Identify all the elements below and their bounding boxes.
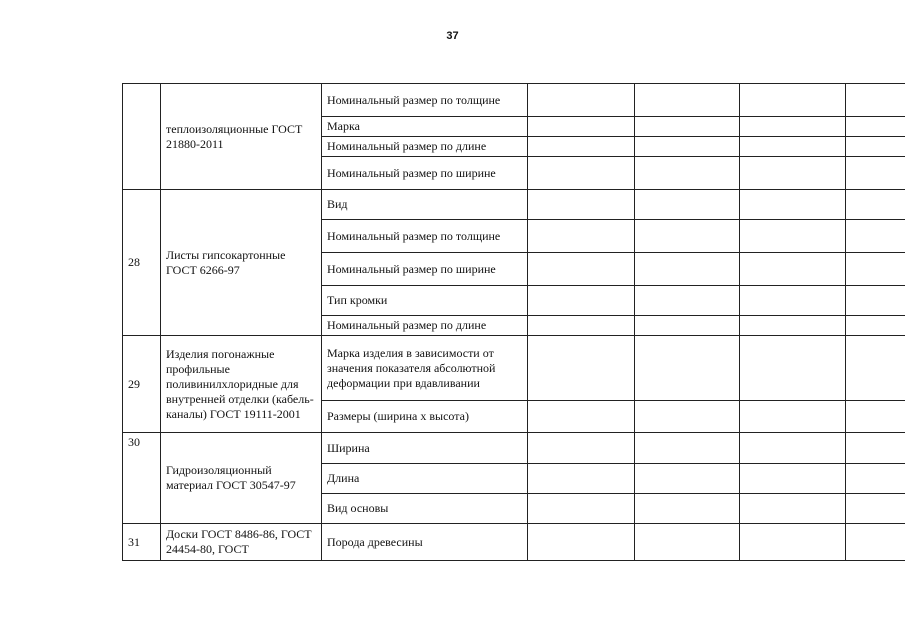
property-cell: Вид основы [322,494,528,524]
property-cell: Номинальный размер по толщине [322,84,528,117]
value-cell [635,316,740,336]
row-number: 29 [123,336,161,433]
value-cell [846,137,905,157]
value-cell [635,286,740,316]
value-cell [740,117,846,137]
value-cell [846,117,905,137]
row-number [123,84,161,190]
row-number: 30 [123,433,161,524]
row-number: 31 [123,524,161,561]
value-cell [740,286,846,316]
value-cell [846,157,905,190]
value-cell [846,494,905,524]
value-cell [635,137,740,157]
value-cell [635,220,740,253]
value-cell [740,494,846,524]
value-cell [528,286,635,316]
material-name: теплоизоляционные ГОСТ 21880-2011 [161,84,322,190]
value-cell [635,336,740,401]
value-cell [846,220,905,253]
value-cell [635,253,740,286]
value-cell [635,494,740,524]
value-cell [740,316,846,336]
value-cell [635,433,740,464]
value-cell [528,524,635,561]
value-cell [846,336,905,401]
material-name: Изделия погонажные профильные поливинилхлоридные для внутренней отделки (кабель-каналы) ГОСТ 19111-2001 [161,336,322,433]
property-cell: Тип кромки [322,286,528,316]
value-cell [635,84,740,117]
table-row [123,433,905,464]
value-cell [528,336,635,401]
value-cell [635,157,740,190]
value-cell [740,253,846,286]
value-cell [528,190,635,220]
value-cell [846,84,905,117]
material-name: Гидроизоляционный материал ГОСТ 30547-97 [161,433,322,524]
property-cell: Вид [322,190,528,220]
row-number: 28 [123,190,161,336]
properties-table [122,83,905,561]
value-cell [528,316,635,336]
property-cell: Номинальный размер по ширине [322,253,528,286]
value-cell [740,137,846,157]
value-cell [528,464,635,494]
property-cell: Номинальный размер по длине [322,316,528,336]
value-cell [740,401,846,433]
table-row [123,336,905,401]
property-cell: Номинальный размер по толщине [322,220,528,253]
value-cell [635,524,740,561]
value-cell [846,401,905,433]
table-row [123,84,905,117]
value-cell [528,494,635,524]
value-cell [528,253,635,286]
value-cell [740,220,846,253]
value-cell [528,117,635,137]
value-cell [528,433,635,464]
material-name: Доски ГОСТ 8486-86, ГОСТ 24454-80, ГОСТ [161,524,322,561]
property-cell: Номинальный размер по длине [322,137,528,157]
value-cell [528,401,635,433]
value-cell [635,401,740,433]
property-cell: Марка [322,117,528,137]
value-cell [740,524,846,561]
value-cell [846,190,905,220]
value-cell [740,464,846,494]
value-cell [846,286,905,316]
value-cell [528,157,635,190]
value-cell [740,336,846,401]
value-cell [846,464,905,494]
property-cell: Порода древесины [322,524,528,561]
property-cell: Ширина [322,433,528,464]
value-cell [740,84,846,117]
value-cell [635,464,740,494]
value-cell [635,190,740,220]
value-cell [528,84,635,117]
table-row [123,190,905,220]
value-cell [846,253,905,286]
value-cell [528,137,635,157]
value-cell [740,433,846,464]
value-cell [740,190,846,220]
property-cell: Номинальный размер по ширине [322,157,528,190]
property-cell: Размеры (ширина х высота) [322,401,528,433]
table-row [123,524,905,561]
page-number: 37 [446,30,459,42]
value-cell [846,524,905,561]
property-cell: Марка изделия в зависимости от значения показателя абсолютной деформации при вдавливании [322,336,528,401]
value-cell [846,433,905,464]
material-name: Листы гипсокартонные ГОСТ 6266-97 [161,190,322,336]
value-cell [528,220,635,253]
property-cell: Длина [322,464,528,494]
value-cell [635,117,740,137]
value-cell [740,157,846,190]
value-cell [846,316,905,336]
